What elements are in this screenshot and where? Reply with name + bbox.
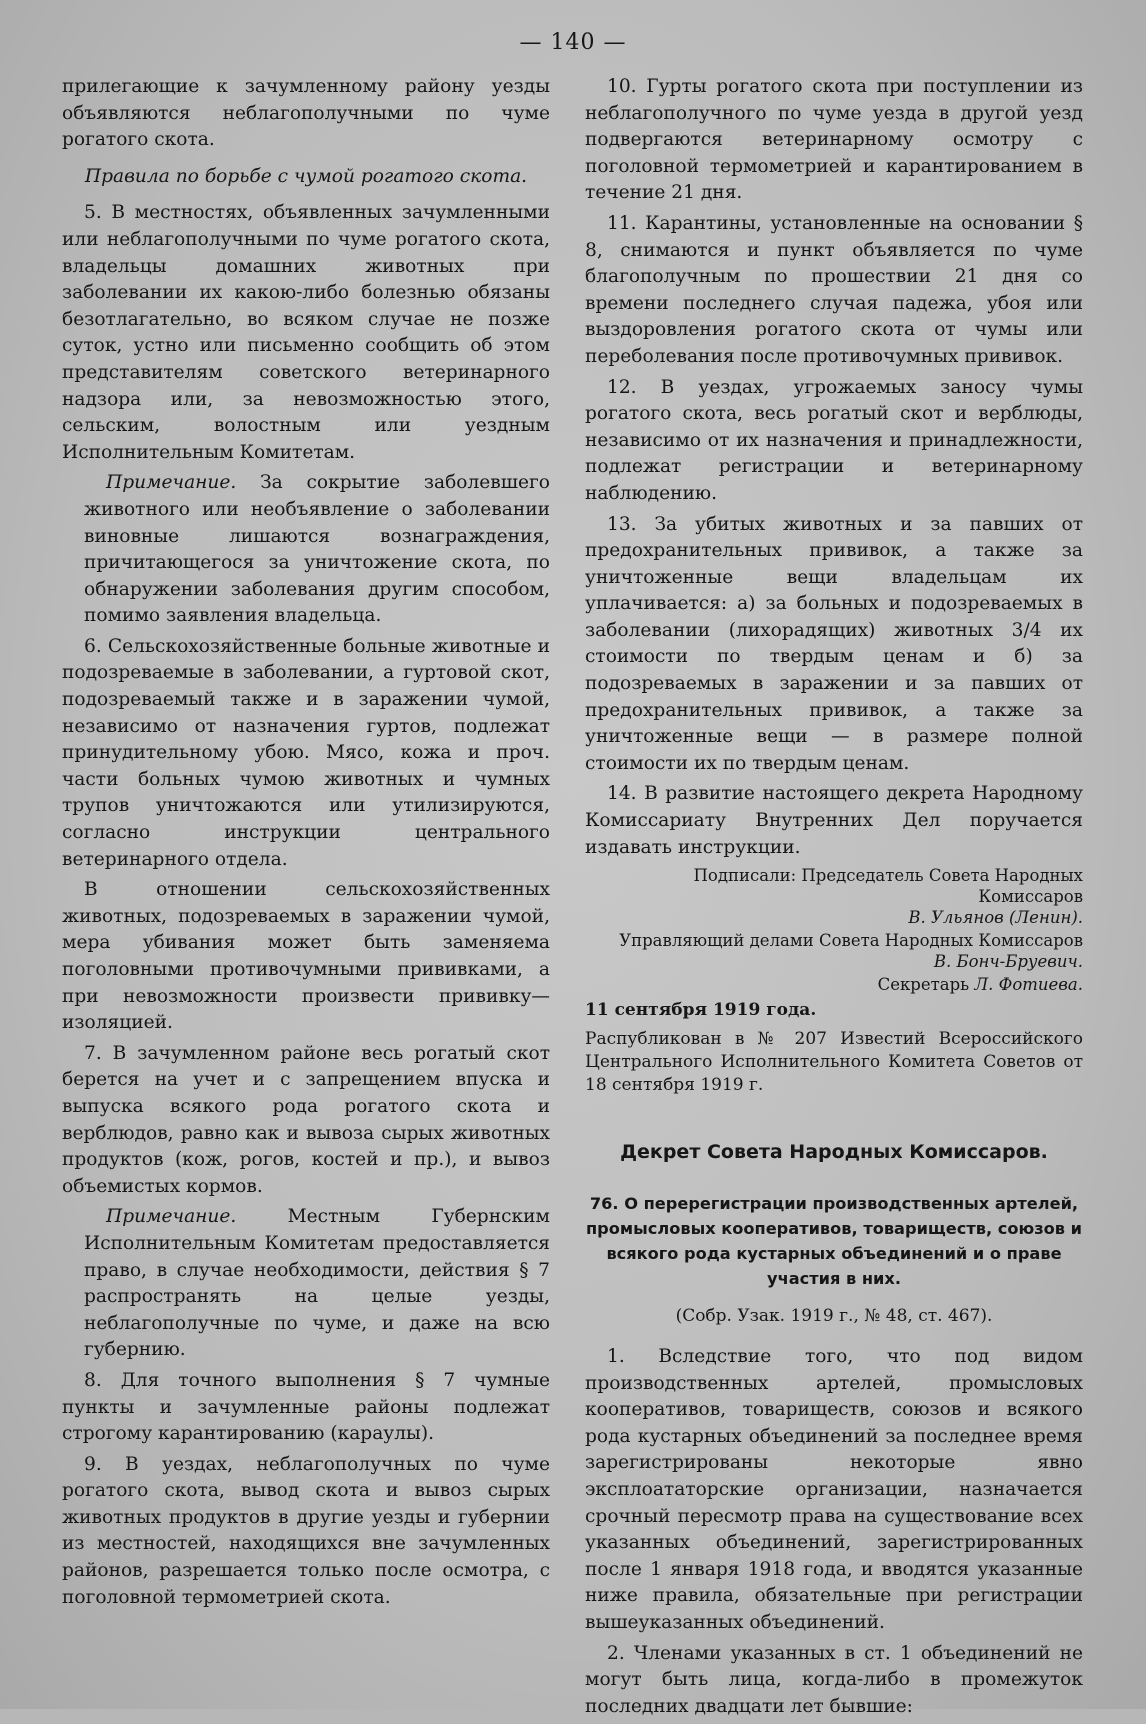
- rules-title: Правила по борьбе с чумой рогатого скота.: [84, 165, 528, 187]
- paragraph-6: 6. Сельскохозяйственные больные животные и подозреваемые в заболевании, а гуртовой скот, подозреваемый также и в заражении чумой, независимо от назначения гуртов, подлежат принудительному убою. Мясо, кожа и проч. части больных чумою животных и чумных трупов уничтожаются или утилизируются, согласно инструкции центрального ветеринарного отдела.: [62, 635, 550, 870]
- paragraph-13: 13. За убитых животных и за павших от предохранительных прививок, а также за уничтоженные вещи владельцам их уплачивается: а) за больных и подозреваемых в заболевании (лихорадящих) животных 3/4 их стоимости по твердым ценам и б) за подозреваемых в заражении и за павших от предохранительных прививок, а также за уничтоженные вещи — в размере полной стоимости их по твердым ценам.: [585, 513, 1083, 774]
- decree-header: Декрет Совета Народных Комиссаров.: [620, 1140, 1048, 1163]
- decree-article-2: 2. Членами указанных в ст. 1 объединений не могут быть лица, когда-либо в промежуток последних двадцати лет бывшие:: [585, 1642, 1083, 1717]
- paragraph-5: 5. В местностях, объявленных зачумленными или неблагополучными по чуме рогатого скота, владельцы домашних животных при заболевании их какою-либо болезнью обязаны безотлагательно, во всяком случае не позже суток, устно или письменно сообщить об этом представителям советского ветеринарного надзора или, за невозможностью этого, сельским, волостным или уездным Исполнительным Комитетам.: [62, 202, 550, 463]
- signature-secretary-text: Секретарь: [877, 975, 970, 995]
- paragraph-10: 10. Гурты рогатого скота при поступлении из неблагополучного по чуме уезда в другой уезд подвергаются ветеринарному осмотру с поголовной термометрией и карантированием в течение 21 дня.: [585, 76, 1083, 204]
- note-1: [62, 470, 550, 630]
- paragraph-8: 8. Для точного выполнения § 7 чумные пункты и зачумленные районы подлежат строгому карантированию (караулы).: [62, 1369, 550, 1445]
- right-column: [585, 74, 1083, 1724]
- paragraph-14: 14. В развитие настоящего декрета Народному Комиссариату Внутренних Дел поручается издавать инструкции.: [585, 783, 1083, 858]
- paragraph-11: 11. Карантины, установленные на основании § 8, снимаются и пункт объявляется по чуме благополучным по прошествии 21 дня со времени последнего случая падежа, убоя или выздоровления рогатого скота от чумы или переболевания после противочумных прививок.: [585, 212, 1083, 367]
- note-1-label: Примечание.: [106, 472, 237, 494]
- left-column: [62, 74, 550, 1615]
- signature-chairman-text: Подписали: Председатель Совета Народных Комиссаров: [693, 866, 1083, 907]
- decree-article-1: 1. Вследствие того, что под видом производственных артелей, промысловых кооперативов, товариществ, союзов и всякого рода кустарных объединений за последнее время зарегистрированы некоторые явно эксплоататорские организации, назначается срочный пересмотр права на существование всех указанных объединений, зарегистрированных после 1 января 1918 года, и вводятся указанные ниже правила, обязательные при регистрации вышеуказанных объединений.: [585, 1346, 1083, 1633]
- signature-manager-text: Управляющий делами Совета Народных Комиссаров: [619, 931, 1083, 951]
- signature-chairman: [585, 865, 1083, 928]
- paragraph-7: 7. В зачумленном районе весь рогатый скот берется на учет и с запрещением впуска и выпуска всякого рода рогатого скота и верблюдов, равно как и вывоза сырых животных продуктов (кож, рогов, костей и пр.), и вывоз объемистых кормов.: [62, 1042, 550, 1197]
- signature-manager: [585, 930, 1083, 972]
- intro-paragraph: прилегающие к зачумленному району уезды объявляются неблагополучными по чуме рогатого скота.: [62, 76, 550, 151]
- decree-date: 11 сентября 1919 года.: [585, 1000, 817, 1021]
- signature-secretary: [585, 974, 1083, 995]
- note-1-text: За сокрытие заболевшего животного или необъявление о заболевании виновные лишаются вознаграждения, причитающегося за уничтожение скота, по обнаружении заболевания другим способом, помимо заявления владельца.: [84, 472, 550, 627]
- signature-secretary-name: Л. Фотиева.: [974, 975, 1083, 995]
- signature-manager-name: В. Бонч-Бруевич.: [933, 952, 1083, 972]
- decree-title: 76. О перерегистрации производственных артелей, промысловых кооперативов, товариществ, союзов и всякого рода кустарных объединений и о праве участия в них.: [586, 1194, 1082, 1289]
- paragraph-9: 9. В уездах, неблагополучных по чуме рогатого скота, вывод скота и вывоз сырых животных продуктов в другие уезды и губернии из местностей, находящихся вне зачумленных районов, разрешается только после осмотра, с поголовной термометрией скота.: [62, 1453, 550, 1608]
- paragraph-12: 12. В уездах, угрожаемых заносу чумы рогатого скота, весь рогатый скот и верблюды, независимо от их назначения и принадлежности, подлежат регистрации и ветеринарному наблюдению.: [585, 376, 1083, 504]
- note-2-label: Примечание.: [106, 1206, 237, 1228]
- paragraph-6b: В отношении сельскохозяйственных животных, подозреваемых в заражении чумой, мера убивания может быть заменяема поголовными противочумными прививками, а при невозможности произвести прививку—изоляцией.: [62, 879, 550, 1034]
- note-2-text: Местным Губернским Исполнительным Комитетам предоставляется право, в случае необходимости, действия § 7 распространять на целые уезды, неблагополучные по чуме, и даже на всю губернию.: [84, 1206, 550, 1361]
- publication-note: Распубликован в № 207 Известий Всероссийского Центрального Исполнительного Комитета Советов от 18 сентября 1919 г.: [585, 1028, 1083, 1095]
- page-number: — 140 —: [519, 30, 627, 55]
- signature-chairman-name: В. Ульянов (Ленин).: [908, 908, 1083, 928]
- decree-source: (Собр. Узак. 1919 г., № 48, ст. 467).: [675, 1306, 993, 1327]
- note-2: [62, 1204, 550, 1364]
